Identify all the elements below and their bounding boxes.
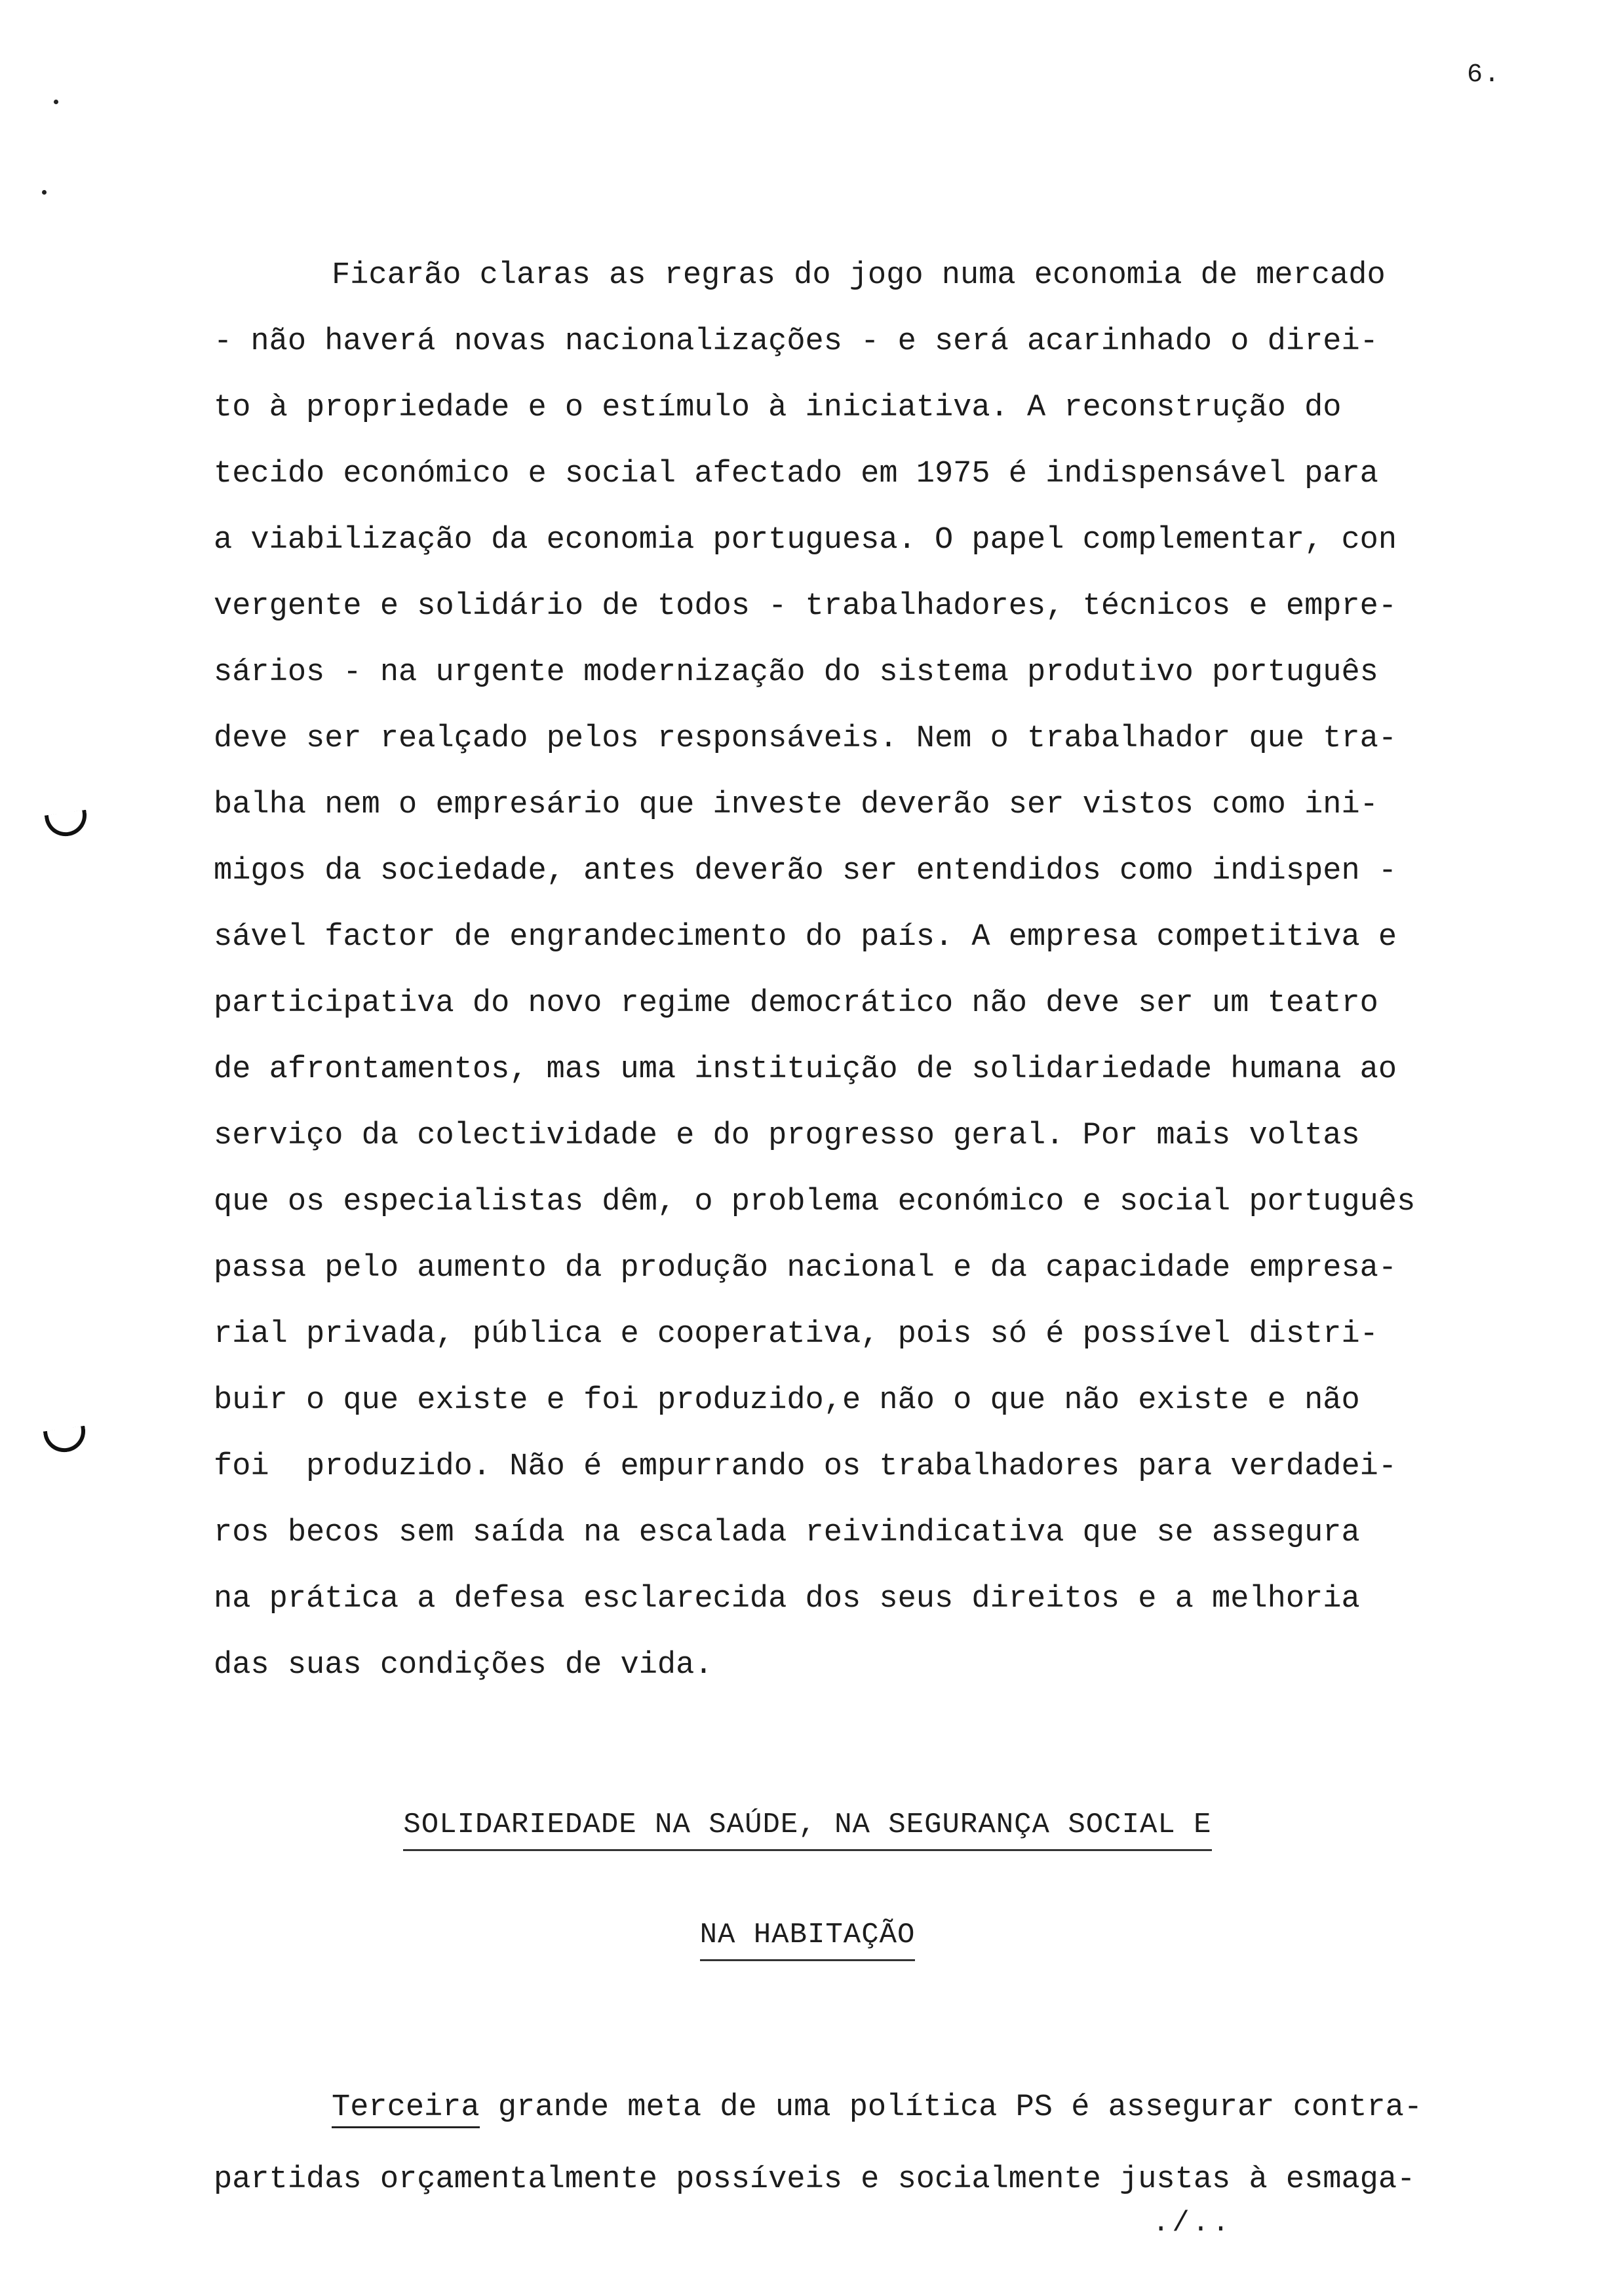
paragraph-line: participativa do novo regime democrático não deve ser um teatro — [214, 986, 1378, 1021]
paragraph-line: de afrontamentos, mas uma instituição de solidariedade humana ao — [214, 1052, 1397, 1087]
paragraph-line: sários - na urgente modernização do sistema produtivo português — [214, 655, 1378, 690]
paragraph-line: foi produzido. Não é empurrando os trabalhadores para verdadei- — [214, 1449, 1397, 1484]
continuation-mark: ./.. — [1152, 2207, 1232, 2240]
paragraph-line: migos da sociedade, antes deverão ser entendidos como indispen - — [214, 854, 1397, 889]
paragraph-line: rial privada, pública e cooperativa, pois só é possível distri- — [214, 1317, 1378, 1352]
paragraph-line: partidas orçamentalmente possíveis e socialmente justas à esmaga- — [214, 2162, 1416, 2197]
paragraph-line: vergente e solidário de todos - trabalhadores, técnicos e empre- — [214, 589, 1397, 624]
paragraph-line: na prática a defesa esclarecida dos seus direitos e a melhoria — [214, 1582, 1360, 1617]
paragraph-line: to à propriedade e o estímulo à iniciativa. A reconstrução do — [214, 391, 1342, 425]
paragraph-line: ros becos sem saída na escalada reivindicativa que se assegura — [214, 1516, 1360, 1550]
paragraph-line: sável factor de engrandecimento do país. A empresa competitiva e — [214, 920, 1397, 955]
paragraph-line: buir o que existe e foi produzido,e não o que não existe e não — [214, 1383, 1360, 1418]
paragraph-line: balha nem o empresário que investe deverão ser vistos como ini- — [214, 788, 1378, 822]
margin-mark-dot — [54, 100, 58, 104]
section-heading-line-1: SOLIDARIEDADE NA SAÚDE, NA SEGURANÇA SOCIAL E — [0, 1808, 1615, 1851]
paragraph-line: Terceira grande meta de uma política PS é assegurar contra- — [214, 2072, 1492, 2144]
paragraph-line: das suas condições de vida. — [214, 1648, 713, 1683]
paragraph-line: serviço da colectividade e do progresso geral. Por mais voltas — [214, 1119, 1360, 1153]
paragraph-line: - não haverá novas nacionalizações - e será acarinhado o direi- — [214, 324, 1378, 359]
paragraph-line: que os especialistas dêm, o problema económico e social português — [214, 1185, 1416, 1219]
margin-mark-curve — [43, 1426, 88, 1455]
section-heading-line-2: NA HABITAÇÃO — [0, 1919, 1615, 1961]
body-paragraph-2 — [214, 2072, 1492, 2216]
body-paragraph-1 — [214, 242, 1492, 1698]
paragraph-line: a viabilização da economia portuguesa. O papel complementar, con — [214, 523, 1397, 558]
margin-mark-dot — [42, 190, 47, 195]
paragraph-line: passa pelo aumento da produção nacional e da capacidade empresa- — [214, 1251, 1397, 1286]
paragraph-line: deve ser realçado pelos responsáveis. Nem o trabalhador que tra- — [214, 721, 1397, 756]
paragraph-line: tecido económico e social afectado em 1975 é indispensável para — [214, 457, 1378, 491]
page-number: 6. — [1467, 60, 1502, 90]
margin-mark-curve — [45, 810, 89, 839]
paragraph-line: Ficarão claras as regras do jogo numa economia de mercado — [332, 258, 1386, 293]
underlined-word: Terceira — [332, 2090, 480, 2128]
